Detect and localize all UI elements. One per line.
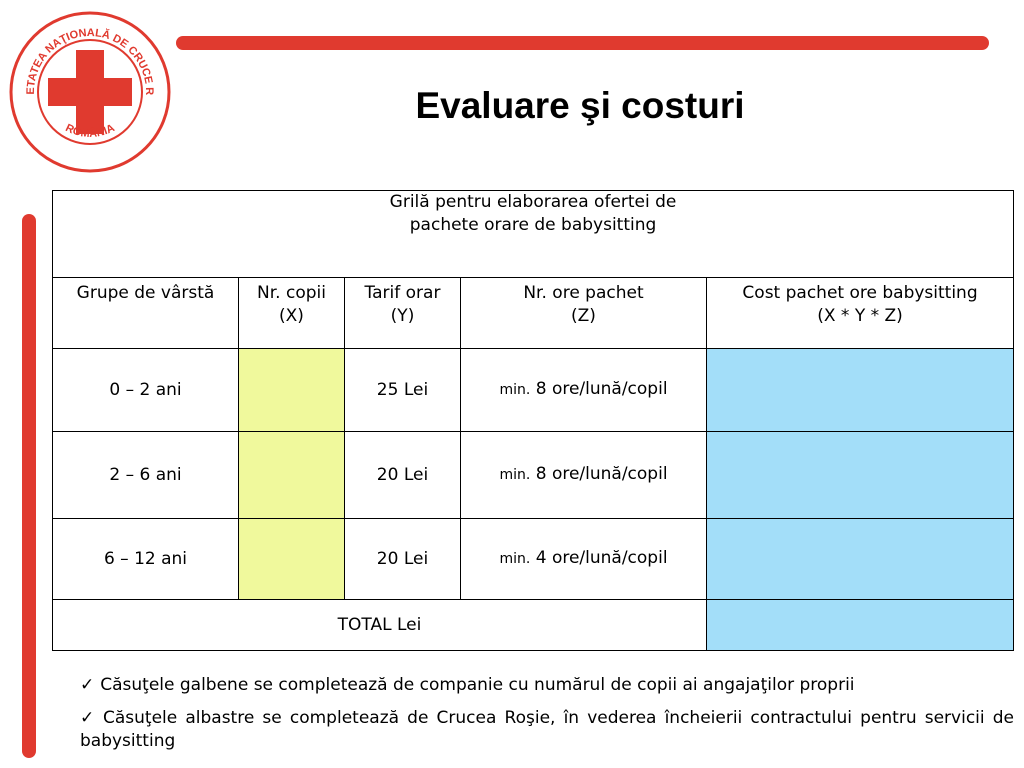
children-count-input-cell[interactable]: [239, 519, 345, 600]
offer-grid-table: [52, 190, 1014, 651]
column-header-variable: (X * Y * Z): [817, 306, 903, 326]
column-header-label: Tarif orar: [364, 283, 441, 303]
hours-value: 4 ore/lună/copil: [535, 548, 668, 568]
column-header-variable: (Y): [390, 306, 415, 326]
note-item: [80, 707, 1014, 753]
table-row: [53, 349, 1014, 432]
red-cross-emblem-icon: [8, 10, 172, 174]
left-accent-bar: [22, 214, 36, 758]
note-text: Căsuţele galbene se completează de companie cu numărul de copii ai angajaţilor proprii: [100, 675, 855, 695]
hours-value: 8 ore/lună/copil: [535, 379, 668, 399]
table-heading: [53, 191, 1014, 278]
column-header-rate: [345, 278, 461, 349]
package-cost-cell: [707, 349, 1014, 432]
notes-list: [80, 674, 1014, 763]
min-prefix: min.: [499, 467, 531, 483]
column-header-age: [53, 278, 239, 349]
table-row: [53, 432, 1014, 519]
age-group-cell: 6 – 12 ani: [53, 519, 239, 600]
table-heading-line2: pachete orare de babysitting: [409, 215, 657, 235]
age-group-cell: 0 – 2 ani: [53, 349, 239, 432]
package-cost-cell: [707, 432, 1014, 519]
children-count-input-cell[interactable]: [239, 432, 345, 519]
column-header-label: Nr. copii: [257, 283, 326, 303]
total-row: [53, 600, 1014, 651]
checkmark-icon: ✓: [80, 675, 95, 695]
min-prefix: min.: [499, 551, 531, 567]
total-label: TOTAL Lei: [53, 600, 707, 651]
column-header-row: [53, 278, 1014, 349]
table-heading-line1: Grilă pentru elaborarea ofertei de: [389, 192, 677, 212]
hourly-rate-cell: 25 Lei: [345, 349, 461, 432]
note-item: [80, 674, 1014, 697]
red-cross-logo: [8, 10, 172, 174]
column-header-label: Grupe de vârstă: [76, 283, 215, 303]
package-cost-cell: [707, 519, 1014, 600]
top-accent-bar: [176, 36, 989, 50]
table-row: [53, 519, 1014, 600]
table-heading-row: [53, 191, 1014, 278]
slide-title: Evaluare şi costuri: [415, 85, 745, 126]
column-header-cost: [707, 278, 1014, 349]
children-count-input-cell[interactable]: [239, 349, 345, 432]
package-hours-cell: [461, 519, 707, 600]
total-cost-cell: [707, 600, 1014, 651]
min-prefix: min.: [499, 382, 531, 398]
column-header-variable: (Z): [571, 306, 596, 326]
column-header-variable: (X): [279, 306, 304, 326]
hourly-rate-cell: 20 Lei: [345, 432, 461, 519]
logo-ring-text-bottom: ROMÂNIA: [63, 122, 117, 141]
package-hours-cell: [461, 349, 707, 432]
age-group-cell: 2 – 6 ani: [53, 432, 239, 519]
column-header-label: Cost pachet ore babysitting: [742, 283, 978, 303]
column-header-hours: [461, 278, 707, 349]
logo-ring-text-top: ETATEA NAŢIONALĂ DE CRUCE R: [24, 26, 156, 96]
note-text: Căsuţele albastre se completează de Crucea Roşie, în vederea încheierii contractului pentru servicii de babysitting: [80, 708, 1015, 751]
hours-value: 8 ore/lună/copil: [535, 464, 668, 484]
checkmark-icon: ✓: [80, 708, 97, 728]
hourly-rate-cell: 20 Lei: [345, 519, 461, 600]
column-header-children: [239, 278, 345, 349]
package-hours-cell: [461, 432, 707, 519]
column-header-label: Nr. ore pachet: [523, 283, 644, 303]
